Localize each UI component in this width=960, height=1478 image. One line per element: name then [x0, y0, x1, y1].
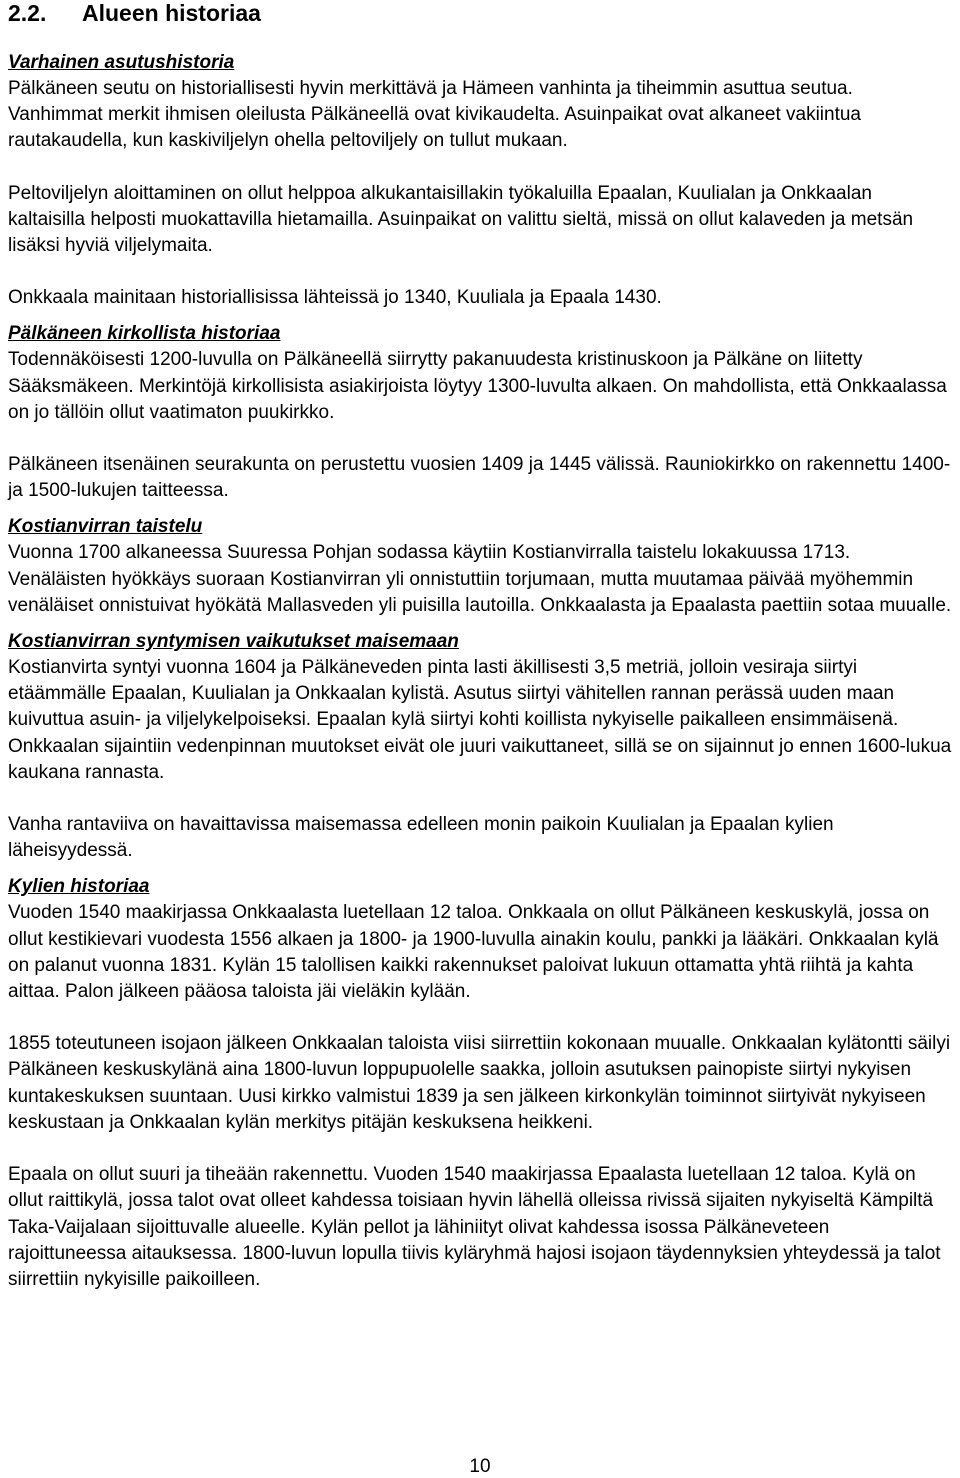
paragraph: Vanha rantaviiva on havaittavissa maisemassa edelleen monin paikoin Kuulialan ja Epaalan kylien läheisyydessä.	[8, 814, 834, 862]
section-title	[8, 0, 952, 26]
document-page	[8, 0, 952, 1293]
paragraph: Onkkaala mainitaan historiallisissa lähteissä jo 1340, Kuuliala ja Epaala 1430.	[8, 287, 662, 309]
section-title-text: Alueen historiaa	[82, 0, 261, 26]
paragraph: Vuoden 1540 maakirjassa Onkkaalasta luetellaan 12 taloa. Onkkaala on ollut Pälkäneen keskuskylä, jossa on ollut kestikievari vuodesta 1556 alkaen ja 1800- ja 1900-luvulla ainakin koulu, pankki ja lääkäri. Onkkaalan kylä on palanut vuonna 1831. Kylän 15 talollisen kaikki rakennukset paloivat lukuun ottamatta yhtä riihtä ja kahta aittaa. Palon jälkeen pääosa taloista jäi vieläkin kylään.	[8, 902, 939, 1003]
subheading-church-history: Pälkäneen kirkollista historiaa	[8, 323, 281, 345]
paragraph: Todennäköisesti 1200-luvulla on Pälkäneellä siirrytty pakanuudesta kristinuskoon ja Pälkäne on liitetty Sääksmäkeen. Merkintöjä kirkollisista asiakirjoista löytyy 1300-luvulta alkaen. On mahdollista, että Onkkaalassa on jo tällöin ollut vaatimaton puukirkko.	[8, 349, 947, 423]
paragraph: Vuonna 1700 alkaneessa Suuressa Pohjan sodassa käytiin Kostianvirralla taistelu lokakuussa 1713. Venäläisten hyökkäys suoraan Kostianvirran yli onnistuttiin torjumaan, mutta muutamaa päivää myöhemmin venäläiset onnistuivat hyökätä Mallasveden yli puisilla lautoilla. Onkkaalasta ja Epaalasta paettiin sotaa muualle.	[8, 542, 952, 616]
paragraph: Epaala on ollut suuri ja tiheään rakennettu. Vuoden 1540 maakirjassa Epaalasta luetellaan 12 taloa. Kylä on ollut raittikylä, jossa talot ovat olleet kahdessa toisiaan hyvin lähellä olleissa rivissä sijaiten nykyiseltä Kämpiltä Taka-Vaijalaan sijoittuvalle alueelle. Kylän pellot ja lähiniityt olivat kahdessa isossa Pälkäneveteen rajoittuneessa aitauksessa. 1800-luvun lopulla tiivis kyläryhmä hajosi isojaon täydennyksien yhteydessä ja talot siirrettiin nykyisille paikoilleen.	[8, 1164, 941, 1290]
paragraph: Pälkäneen itsenäinen seurakunta on perustettu vuosien 1409 ja 1445 välissä. Rauniokirkko on rakennettu 1400- ja 1500-lukujen taitteessa.	[8, 454, 951, 502]
subheading-battle: Kostianvirran taistelu	[8, 516, 203, 538]
section-number: 2.2.	[8, 0, 47, 26]
page-number: 10	[469, 1456, 491, 1477]
paragraph: 1855 toteutuneen isojaon jälkeen Onkkaalan taloista viisi siirrettiin kokonaan muualle. Onkkaalan kylätontti säilyi Pälkäneen keskuskylänä aina 1800-luvun loppupuolelle saakka, jolloin asutuksen painopiste siirtyi nykyisen kuntakeskuksen suuntaan. Uusi kirkko valmistui 1839 ja sen jälkeen kirkonkylän toiminnot siirtyivät nykyiseen keskustaan ja Onkkaalan kylän merkitys pitäjän keskuksena heikkeni.	[8, 1033, 951, 1133]
paragraph: Peltoviljelyn aloittaminen on ollut helppoa alkukantaisillakin työkaluilla Epaalan, Kuulialan ja Onkkaalan kaltaisilla helposti muokattavilla hietamailla. Asuinpaikat on valittu sieltä, missä on ollut kalaveden ja metsän lisäksi hyviä viljelymaita.	[8, 182, 914, 257]
subheading-village-history: Kylien historiaa	[8, 876, 150, 898]
paragraph: Pälkäneen seutu on historiallisesti hyvin merkittävä ja Hämeen vanhinta ja tiheimmin asuttua seutua. Vanhimmat merkit ihmisen oleilusta Pälkäneellä ovat kivikaudelta. Asuinpaikat ovat alkaneet vakiintua rautakaudella, kun kaskiviljelyn ohella peltoviljely on tullut mukaan.	[8, 78, 861, 152]
subheading-landscape-effects: Kostianvirran syntymisen vaikutukset maisemaan	[8, 631, 459, 653]
paragraph: Kostianvirta syntyi vuonna 1604 ja Pälkäneveden pinta lasti äkillisesti 3,5 metriä, jolloin vesiraja siirtyi etäämmälle Epaalan, Kuulialan ja Onkkaalan kylistä. Asutus siirtyi vähitellen rannan perässä uuden maan kuivuttua asuin- ja viljelykelpoiseksi. Epaalan kylä siirtyi kohti koillista nykyiselle paikalleen ensimmäisenä. Onkkaalan sijaintiin vedenpinnan muutokset eivät ole juuri vaikuttaneet, sillä se on sijainnut jo ennen 1600-lukua kaukana rannasta.	[8, 657, 952, 783]
subheading-early-settlement: Varhainen asutushistoria	[8, 52, 235, 73]
